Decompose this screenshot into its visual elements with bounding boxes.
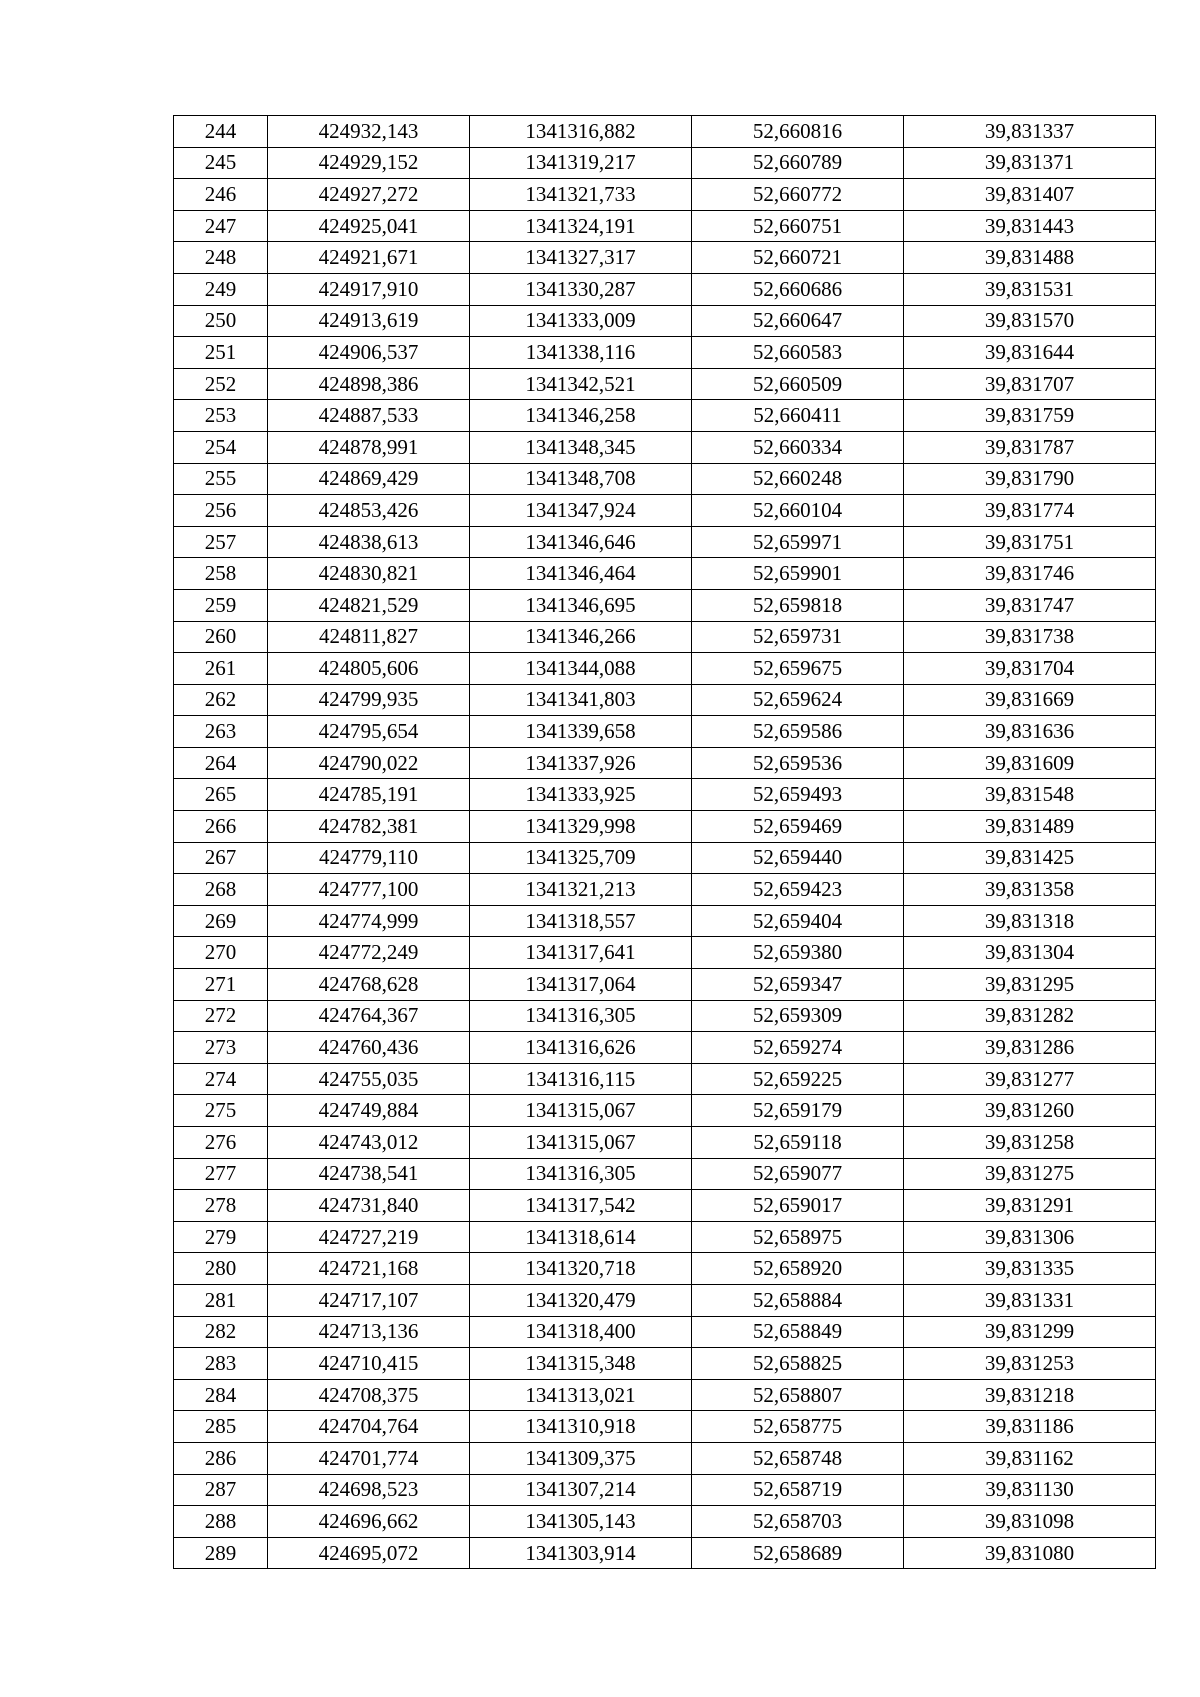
latitude-cell: 52,660789	[692, 147, 904, 179]
longitude-cell: 39,831253	[904, 1348, 1156, 1380]
longitude-cell: 39,831570	[904, 305, 1156, 337]
latitude-cell: 52,660583	[692, 337, 904, 369]
table-row	[174, 431, 1156, 463]
latitude-cell: 52,658719	[692, 1474, 904, 1506]
y-coordinate-cell: 1341316,305	[470, 1158, 692, 1190]
point-number-cell: 254	[174, 431, 268, 463]
table-row	[174, 526, 1156, 558]
coordinates-table	[173, 115, 1156, 1569]
latitude-cell: 52,660686	[692, 273, 904, 305]
latitude-cell: 52,660647	[692, 305, 904, 337]
x-coordinate-cell: 424764,367	[268, 1000, 470, 1032]
point-number-cell: 250	[174, 305, 268, 337]
point-number-cell: 249	[174, 273, 268, 305]
latitude-cell: 52,658975	[692, 1221, 904, 1253]
table-row	[174, 1379, 1156, 1411]
y-coordinate-cell: 1341315,067	[470, 1095, 692, 1127]
point-number-cell: 274	[174, 1063, 268, 1095]
point-number-cell: 258	[174, 558, 268, 590]
y-coordinate-cell: 1341321,213	[470, 874, 692, 906]
table-row	[174, 779, 1156, 811]
point-number-cell: 283	[174, 1348, 268, 1380]
table-row	[174, 116, 1156, 148]
point-number-cell: 279	[174, 1221, 268, 1253]
longitude-cell: 39,831335	[904, 1253, 1156, 1285]
table-row	[174, 1095, 1156, 1127]
longitude-cell: 39,831162	[904, 1442, 1156, 1474]
longitude-cell: 39,831275	[904, 1158, 1156, 1190]
latitude-cell: 52,658689	[692, 1537, 904, 1569]
table-row	[174, 842, 1156, 874]
table-row	[174, 684, 1156, 716]
longitude-cell: 39,831609	[904, 747, 1156, 779]
longitude-cell: 39,831299	[904, 1316, 1156, 1348]
latitude-cell: 52,659971	[692, 526, 904, 558]
longitude-cell: 39,831304	[904, 937, 1156, 969]
point-number-cell: 261	[174, 653, 268, 685]
latitude-cell: 52,658775	[692, 1411, 904, 1443]
x-coordinate-cell: 424721,168	[268, 1253, 470, 1285]
x-coordinate-cell: 424898,386	[268, 368, 470, 400]
latitude-cell: 52,659624	[692, 684, 904, 716]
latitude-cell: 52,660751	[692, 210, 904, 242]
y-coordinate-cell: 1341341,803	[470, 684, 692, 716]
x-coordinate-cell: 424777,100	[268, 874, 470, 906]
table-row	[174, 1284, 1156, 1316]
latitude-cell: 52,659423	[692, 874, 904, 906]
longitude-cell: 39,831295	[904, 969, 1156, 1001]
x-coordinate-cell: 424779,110	[268, 842, 470, 874]
table-row	[174, 937, 1156, 969]
x-coordinate-cell: 424917,910	[268, 273, 470, 305]
latitude-cell: 52,658825	[692, 1348, 904, 1380]
y-coordinate-cell: 1341316,626	[470, 1032, 692, 1064]
table-row	[174, 179, 1156, 211]
table-row	[174, 1253, 1156, 1285]
longitude-cell: 39,831443	[904, 210, 1156, 242]
table-row	[174, 558, 1156, 590]
point-number-cell: 277	[174, 1158, 268, 1190]
x-coordinate-cell: 424701,774	[268, 1442, 470, 1474]
x-coordinate-cell: 424821,529	[268, 589, 470, 621]
latitude-cell: 52,659440	[692, 842, 904, 874]
x-coordinate-cell: 424749,884	[268, 1095, 470, 1127]
x-coordinate-cell: 424704,764	[268, 1411, 470, 1443]
y-coordinate-cell: 1341303,914	[470, 1537, 692, 1569]
point-number-cell: 271	[174, 969, 268, 1001]
table-row	[174, 1063, 1156, 1095]
longitude-cell: 39,831130	[904, 1474, 1156, 1506]
y-coordinate-cell: 1341318,557	[470, 905, 692, 937]
y-coordinate-cell: 1341339,658	[470, 716, 692, 748]
point-number-cell: 257	[174, 526, 268, 558]
x-coordinate-cell: 424755,035	[268, 1063, 470, 1095]
point-number-cell: 267	[174, 842, 268, 874]
x-coordinate-cell: 424799,935	[268, 684, 470, 716]
latitude-cell: 52,658920	[692, 1253, 904, 1285]
point-number-cell: 270	[174, 937, 268, 969]
longitude-cell: 39,831738	[904, 621, 1156, 653]
latitude-cell: 52,659380	[692, 937, 904, 969]
y-coordinate-cell: 1341325,709	[470, 842, 692, 874]
longitude-cell: 39,831277	[904, 1063, 1156, 1095]
table-row	[174, 1158, 1156, 1190]
longitude-cell: 39,831337	[904, 116, 1156, 148]
x-coordinate-cell: 424927,272	[268, 179, 470, 211]
table-row	[174, 969, 1156, 1001]
y-coordinate-cell: 1341346,464	[470, 558, 692, 590]
latitude-cell: 52,658884	[692, 1284, 904, 1316]
table-row	[174, 305, 1156, 337]
longitude-cell: 39,831747	[904, 589, 1156, 621]
y-coordinate-cell: 1341320,479	[470, 1284, 692, 1316]
point-number-cell: 285	[174, 1411, 268, 1443]
point-number-cell: 256	[174, 495, 268, 527]
y-coordinate-cell: 1341321,733	[470, 179, 692, 211]
point-number-cell: 259	[174, 589, 268, 621]
longitude-cell: 39,831425	[904, 842, 1156, 874]
point-number-cell: 253	[174, 400, 268, 432]
y-coordinate-cell: 1341319,217	[470, 147, 692, 179]
y-coordinate-cell: 1341320,718	[470, 1253, 692, 1285]
latitude-cell: 52,660721	[692, 242, 904, 274]
point-number-cell: 280	[174, 1253, 268, 1285]
table-row	[174, 1032, 1156, 1064]
longitude-cell: 39,831318	[904, 905, 1156, 937]
table-row	[174, 747, 1156, 779]
point-number-cell: 244	[174, 116, 268, 148]
x-coordinate-cell: 424772,249	[268, 937, 470, 969]
table-row	[174, 400, 1156, 432]
point-number-cell: 286	[174, 1442, 268, 1474]
latitude-cell: 52,659309	[692, 1000, 904, 1032]
table-row	[174, 337, 1156, 369]
longitude-cell: 39,831548	[904, 779, 1156, 811]
table-row	[174, 1474, 1156, 1506]
point-number-cell: 281	[174, 1284, 268, 1316]
point-number-cell: 272	[174, 1000, 268, 1032]
y-coordinate-cell: 1341329,998	[470, 811, 692, 843]
longitude-cell: 39,831286	[904, 1032, 1156, 1064]
x-coordinate-cell: 424743,012	[268, 1127, 470, 1159]
table-row	[174, 905, 1156, 937]
y-coordinate-cell: 1341305,143	[470, 1506, 692, 1538]
point-number-cell: 245	[174, 147, 268, 179]
y-coordinate-cell: 1341342,521	[470, 368, 692, 400]
latitude-cell: 52,660104	[692, 495, 904, 527]
point-number-cell: 262	[174, 684, 268, 716]
table-row	[174, 1348, 1156, 1380]
longitude-cell: 39,831407	[904, 179, 1156, 211]
point-number-cell: 268	[174, 874, 268, 906]
y-coordinate-cell: 1341316,305	[470, 1000, 692, 1032]
latitude-cell: 52,659901	[692, 558, 904, 590]
y-coordinate-cell: 1341338,116	[470, 337, 692, 369]
latitude-cell: 52,659347	[692, 969, 904, 1001]
x-coordinate-cell: 424713,136	[268, 1316, 470, 1348]
table-row	[174, 1221, 1156, 1253]
point-number-cell: 289	[174, 1537, 268, 1569]
latitude-cell: 52,659274	[692, 1032, 904, 1064]
y-coordinate-cell: 1341317,064	[470, 969, 692, 1001]
table-row	[174, 589, 1156, 621]
y-coordinate-cell: 1341346,258	[470, 400, 692, 432]
latitude-cell: 52,659731	[692, 621, 904, 653]
table-row	[174, 811, 1156, 843]
x-coordinate-cell: 424698,523	[268, 1474, 470, 1506]
y-coordinate-cell: 1341310,918	[470, 1411, 692, 1443]
x-coordinate-cell: 424906,537	[268, 337, 470, 369]
x-coordinate-cell: 424795,654	[268, 716, 470, 748]
coordinates-table-body	[174, 116, 1156, 1569]
latitude-cell: 52,659469	[692, 811, 904, 843]
x-coordinate-cell: 424760,436	[268, 1032, 470, 1064]
y-coordinate-cell: 1341344,088	[470, 653, 692, 685]
y-coordinate-cell: 1341309,375	[470, 1442, 692, 1474]
x-coordinate-cell: 424921,671	[268, 242, 470, 274]
point-number-cell: 275	[174, 1095, 268, 1127]
point-number-cell: 251	[174, 337, 268, 369]
latitude-cell: 52,659225	[692, 1063, 904, 1095]
y-coordinate-cell: 1341346,266	[470, 621, 692, 653]
longitude-cell: 39,831306	[904, 1221, 1156, 1253]
x-coordinate-cell: 424805,606	[268, 653, 470, 685]
latitude-cell: 52,658703	[692, 1506, 904, 1538]
longitude-cell: 39,831186	[904, 1411, 1156, 1443]
longitude-cell: 39,831751	[904, 526, 1156, 558]
longitude-cell: 39,831291	[904, 1190, 1156, 1222]
table-row	[174, 716, 1156, 748]
latitude-cell: 52,659179	[692, 1095, 904, 1127]
x-coordinate-cell: 424887,533	[268, 400, 470, 432]
x-coordinate-cell: 424695,072	[268, 1537, 470, 1569]
latitude-cell: 52,659404	[692, 905, 904, 937]
point-number-cell: 276	[174, 1127, 268, 1159]
longitude-cell: 39,831787	[904, 431, 1156, 463]
longitude-cell: 39,831282	[904, 1000, 1156, 1032]
y-coordinate-cell: 1341318,400	[470, 1316, 692, 1348]
x-coordinate-cell: 424838,613	[268, 526, 470, 558]
longitude-cell: 39,831358	[904, 874, 1156, 906]
table-row	[174, 1506, 1156, 1538]
latitude-cell: 52,660509	[692, 368, 904, 400]
longitude-cell: 39,831260	[904, 1095, 1156, 1127]
point-number-cell: 273	[174, 1032, 268, 1064]
point-number-cell: 255	[174, 463, 268, 495]
x-coordinate-cell: 424913,619	[268, 305, 470, 337]
latitude-cell: 52,658807	[692, 1379, 904, 1411]
y-coordinate-cell: 1341333,925	[470, 779, 692, 811]
table-row	[174, 210, 1156, 242]
y-coordinate-cell: 1341324,191	[470, 210, 692, 242]
point-number-cell: 264	[174, 747, 268, 779]
longitude-cell: 39,831531	[904, 273, 1156, 305]
x-coordinate-cell: 424932,143	[268, 116, 470, 148]
latitude-cell: 52,659818	[692, 589, 904, 621]
longitude-cell: 39,831489	[904, 811, 1156, 843]
latitude-cell: 52,658849	[692, 1316, 904, 1348]
y-coordinate-cell: 1341348,708	[470, 463, 692, 495]
point-number-cell: 263	[174, 716, 268, 748]
latitude-cell: 52,658748	[692, 1442, 904, 1474]
table-row	[174, 874, 1156, 906]
point-number-cell: 247	[174, 210, 268, 242]
latitude-cell: 52,659077	[692, 1158, 904, 1190]
y-coordinate-cell: 1341313,021	[470, 1379, 692, 1411]
y-coordinate-cell: 1341316,882	[470, 116, 692, 148]
x-coordinate-cell: 424774,999	[268, 905, 470, 937]
y-coordinate-cell: 1341317,641	[470, 937, 692, 969]
longitude-cell: 39,831488	[904, 242, 1156, 274]
x-coordinate-cell: 424696,662	[268, 1506, 470, 1538]
table-row	[174, 368, 1156, 400]
longitude-cell: 39,831759	[904, 400, 1156, 432]
x-coordinate-cell: 424768,628	[268, 969, 470, 1001]
table-row	[174, 1127, 1156, 1159]
longitude-cell: 39,831669	[904, 684, 1156, 716]
latitude-cell: 52,660334	[692, 431, 904, 463]
table-row	[174, 653, 1156, 685]
y-coordinate-cell: 1341315,348	[470, 1348, 692, 1380]
longitude-cell: 39,831331	[904, 1284, 1156, 1316]
point-number-cell: 287	[174, 1474, 268, 1506]
y-coordinate-cell: 1341318,614	[470, 1221, 692, 1253]
point-number-cell: 248	[174, 242, 268, 274]
x-coordinate-cell: 424782,381	[268, 811, 470, 843]
x-coordinate-cell: 424811,827	[268, 621, 470, 653]
table-row	[174, 1316, 1156, 1348]
point-number-cell: 284	[174, 1379, 268, 1411]
latitude-cell: 52,659586	[692, 716, 904, 748]
x-coordinate-cell: 424790,022	[268, 747, 470, 779]
x-coordinate-cell: 424717,107	[268, 1284, 470, 1316]
table-row	[174, 1000, 1156, 1032]
y-coordinate-cell: 1341346,646	[470, 526, 692, 558]
y-coordinate-cell: 1341347,924	[470, 495, 692, 527]
longitude-cell: 39,831790	[904, 463, 1156, 495]
table-row	[174, 1442, 1156, 1474]
latitude-cell: 52,659675	[692, 653, 904, 685]
x-coordinate-cell: 424708,375	[268, 1379, 470, 1411]
y-coordinate-cell: 1341327,317	[470, 242, 692, 274]
latitude-cell: 52,660772	[692, 179, 904, 211]
latitude-cell: 52,660248	[692, 463, 904, 495]
longitude-cell: 39,831774	[904, 495, 1156, 527]
longitude-cell: 39,831707	[904, 368, 1156, 400]
latitude-cell: 52,660411	[692, 400, 904, 432]
point-number-cell: 246	[174, 179, 268, 211]
point-number-cell: 269	[174, 905, 268, 937]
longitude-cell: 39,831704	[904, 653, 1156, 685]
longitude-cell: 39,831098	[904, 1506, 1156, 1538]
y-coordinate-cell: 1341307,214	[470, 1474, 692, 1506]
y-coordinate-cell: 1341346,695	[470, 589, 692, 621]
longitude-cell: 39,831636	[904, 716, 1156, 748]
x-coordinate-cell: 424785,191	[268, 779, 470, 811]
table-row	[174, 621, 1156, 653]
longitude-cell: 39,831644	[904, 337, 1156, 369]
point-number-cell: 260	[174, 621, 268, 653]
table-row	[174, 463, 1156, 495]
latitude-cell: 52,659118	[692, 1127, 904, 1159]
point-number-cell: 266	[174, 811, 268, 843]
x-coordinate-cell: 424727,219	[268, 1221, 470, 1253]
table-row	[174, 1190, 1156, 1222]
latitude-cell: 52,659493	[692, 779, 904, 811]
y-coordinate-cell: 1341317,542	[470, 1190, 692, 1222]
longitude-cell: 39,831371	[904, 147, 1156, 179]
table-row	[174, 242, 1156, 274]
latitude-cell: 52,659536	[692, 747, 904, 779]
x-coordinate-cell: 424925,041	[268, 210, 470, 242]
longitude-cell: 39,831080	[904, 1537, 1156, 1569]
latitude-cell: 52,659017	[692, 1190, 904, 1222]
y-coordinate-cell: 1341337,926	[470, 747, 692, 779]
table-row	[174, 1537, 1156, 1569]
x-coordinate-cell: 424830,821	[268, 558, 470, 590]
x-coordinate-cell: 424853,426	[268, 495, 470, 527]
y-coordinate-cell: 1341315,067	[470, 1127, 692, 1159]
table-row	[174, 273, 1156, 305]
x-coordinate-cell: 424869,429	[268, 463, 470, 495]
point-number-cell: 288	[174, 1506, 268, 1538]
y-coordinate-cell: 1341348,345	[470, 431, 692, 463]
point-number-cell: 252	[174, 368, 268, 400]
y-coordinate-cell: 1341333,009	[470, 305, 692, 337]
latitude-cell: 52,660816	[692, 116, 904, 148]
point-number-cell: 265	[174, 779, 268, 811]
x-coordinate-cell: 424738,541	[268, 1158, 470, 1190]
table-row	[174, 1411, 1156, 1443]
x-coordinate-cell: 424878,991	[268, 431, 470, 463]
longitude-cell: 39,831746	[904, 558, 1156, 590]
point-number-cell: 278	[174, 1190, 268, 1222]
point-number-cell: 282	[174, 1316, 268, 1348]
x-coordinate-cell: 424731,840	[268, 1190, 470, 1222]
x-coordinate-cell: 424929,152	[268, 147, 470, 179]
table-row	[174, 495, 1156, 527]
x-coordinate-cell: 424710,415	[268, 1348, 470, 1380]
longitude-cell: 39,831218	[904, 1379, 1156, 1411]
y-coordinate-cell: 1341316,115	[470, 1063, 692, 1095]
table-row	[174, 147, 1156, 179]
longitude-cell: 39,831258	[904, 1127, 1156, 1159]
y-coordinate-cell: 1341330,287	[470, 273, 692, 305]
